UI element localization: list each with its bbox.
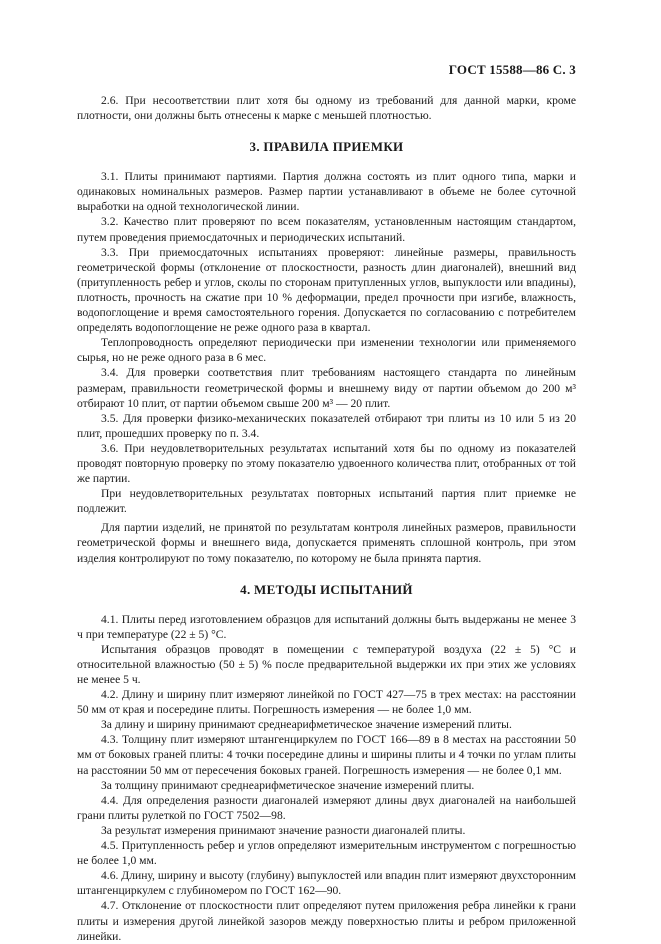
paragraph: 4.4. Для определения разности диагоналей измеряют длины двух диагоналей на наибольшей грани плиты рулеткой по ГОСТ 7502—98. — [77, 793, 576, 822]
paragraph: 3.2. Качество плит проверяют по всем показателям, установленным настоящим стандартом, путем проведения приемосдаточных и периодических испытаний. — [77, 215, 576, 244]
paragraph: 3.3. При приемосдаточных испытаниях проверяют: линейные размеры, правильность геометрической формы (отклонение от плоскостности, разность длин диагоналей), внешний вид (притупленность ребер и углов, сколы по сторонам притупленных углов, выпуклости или впадины), плотность, прочность на сжатие при 10 % деформации, предел прочности при изгибе, влажность, водопоглощение и время самостоятельного горения. Допускается по согласованию с потребителем определять водопоглощение не реже одного раза в квартал. — [77, 245, 576, 335]
paragraph: 3.6. При неудовлетворительных результатах испытаний хотя бы по одному из показателей проводят повторную проверку по этому показателю удвоенного количества плит, отобранных от той же партии. — [77, 441, 576, 486]
paragraph: 2.6. При несоответствии плит хотя бы одному из требований для данной марки, кроме плотности, они должны быть отнесены к марке с меньшей плотностью. — [77, 94, 576, 123]
paragraph: За длину и ширину принимают среднеарифметическое значение измерений плиты. — [101, 718, 512, 732]
paragraph: 4.2. Длину и ширину плит измеряют линейкой по ГОСТ 427—75 в трех местах: на расстоянии 50 мм от края и посередине плиты. Погрешность измерения — не более 1,0 мм. — [77, 688, 576, 717]
page-header: ГОСТ 15588—86 С. 3 — [448, 62, 576, 77]
paragraph: За толщину принимают среднеарифметическое значение измерений плиты. — [101, 778, 475, 792]
paragraph: 4.3. Толщину плит измеряют штангенциркулем по ГОСТ 166—89 в 8 местах на расстоянии 50 мм от боковых граней плиты: 4 точки посередине длины и ширины плиты и 4 точки по углам плиты на расстоянии 50 мм от пересечения боковых граней. Погрешность измерения — не более 0,1 мм. — [77, 733, 576, 777]
paragraph: Для партии изделий, не принятой по результатам контроля линейных размеров, правильности геометрической формы и внешнего вида, допускается применять сплошной контроль, при этом изделия контролируют по тому показателю, по которому не была принята партия. — [77, 521, 576, 565]
paragraph: 3.4. Для проверки соответствия плит требованиям настоящего стандарта по линейным размерам, правильности геометрической формы и внешнему виду от партии объемом до 200 м³ отбирают 10 плит, от партии объемом свыше 200 м³ — 20 плит. — [77, 366, 576, 410]
paragraph: 4.5. Притупленность ребер и углов определяют измерительным инструментом с погрешностью не более 1,0 мм. — [77, 839, 576, 868]
paragraph: 4.1. Плиты перед изготовлением образцов для испытаний должны быть выдержаны не менее 3 ч при температуре (22 ± 5) °С. — [77, 612, 576, 641]
paragraph: За результат измерения принимают значение разности диагоналей плиты. — [101, 823, 466, 837]
paragraph: Испытания образцов проводят в помещении с температурой воздуха (22 ± 5) °С и относительной влажностью (50 ± 5) % после предварительной выдержки их при этих же условиях не менее 5 ч. — [77, 642, 576, 686]
paragraph: При неудовлетворительных результатах повторных испытаний партия плит приемке не подлежит. — [77, 487, 576, 516]
paragraph: Теплопроводность определяют периодически при изменении технологии или применяемого сырья, но не реже одного раза в 6 мес. — [77, 336, 576, 365]
paragraph: 3.1. Плиты принимают партиями. Партия должна состоять из плит одного типа, марки и одинаковых номинальных размеров. Размер партии устанавливают в объеме не более суточной выработки на одной технологической линии. — [77, 170, 576, 214]
paragraph: 4.6. Длину, ширину и высоту (глубину) выпуклостей или впадин плит измеряют двухсторонним штангенциркулем с глубиномером по ГОСТ 162—90. — [77, 869, 576, 898]
section-heading: 3. ПРАВИЛА ПРИЕМКИ — [249, 139, 404, 155]
document-body — [77, 93, 576, 944]
section-heading: 4. МЕТОДЫ ИСПЫТАНИЙ — [240, 581, 413, 597]
paragraph: 3.5. Для проверки физико-механических показателей отбирают три плиты из 10 или 5 из 20 плит, прошедших проверку по п. 3.4. — [77, 411, 576, 440]
paragraph: 4.7. Отклонение от плоскостности плит определяют путем приложения ребра линейки к грани плиты и измерения другой линейкой зазоров между поверхностью плиты и ребром приложенной линейки. — [77, 899, 576, 943]
